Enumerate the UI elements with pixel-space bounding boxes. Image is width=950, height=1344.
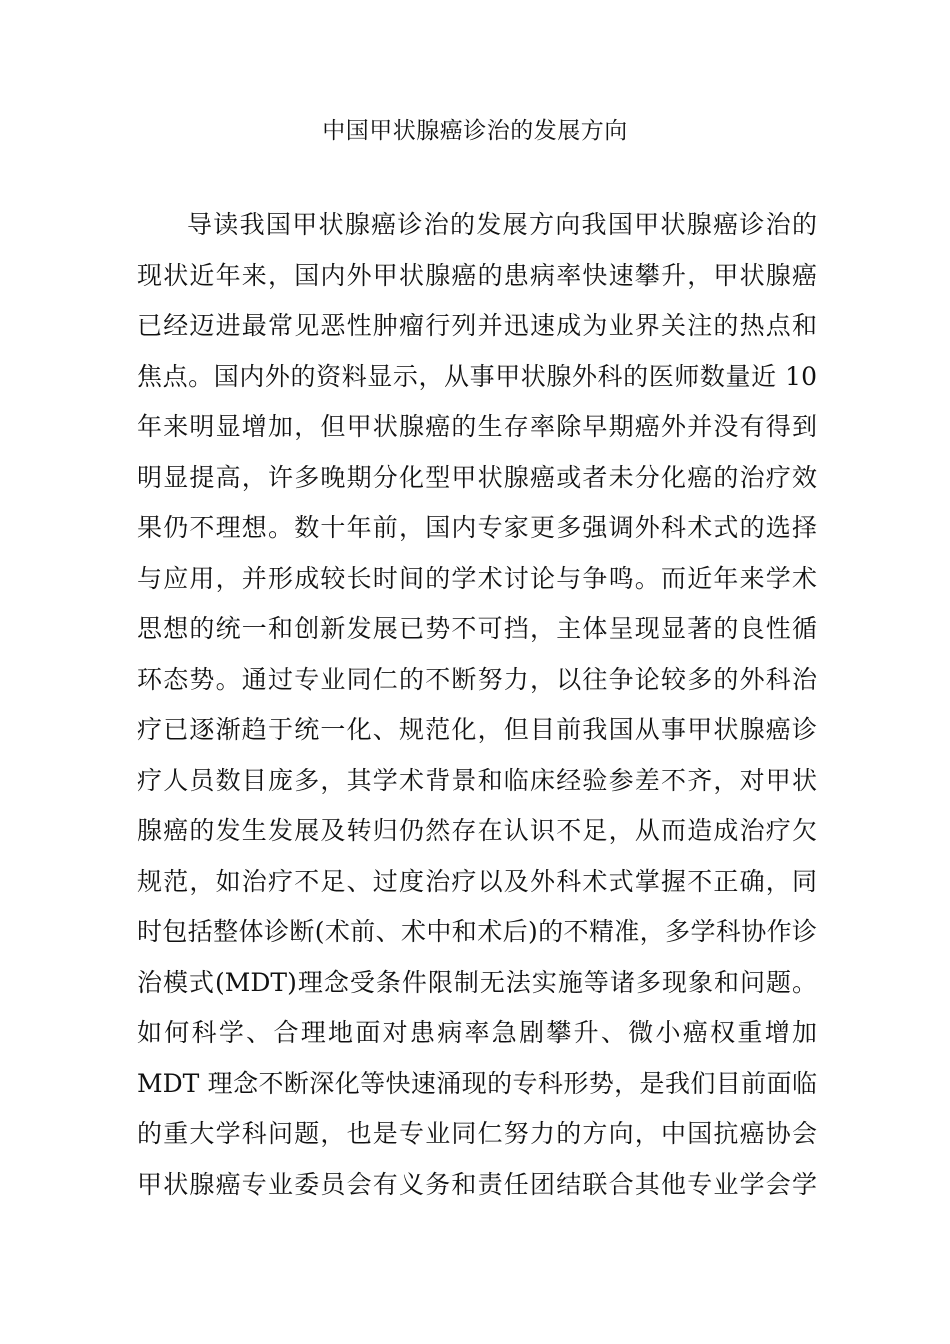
body-line: 环态势。通过专业同仁的不断努力，以往争论较多的外科治 xyxy=(137,664,817,694)
body-line: 焦点。国内外的资料显示，从事甲状腺外科的医师数量近 10 xyxy=(137,361,817,391)
body-line: 导读我国甲状腺癌诊治的发展方向我国甲状腺癌诊治的 xyxy=(187,210,817,239)
body-line: 时包括整体诊断(术前、术中和术后)的不精准，多学科协作诊 xyxy=(137,917,817,946)
body-line: 甲状腺癌专业委员会有义务和责任团结联合其他专业学会学 xyxy=(137,1169,817,1199)
body-line: 疗人员数目庞多，其学术背景和临床经验参差不齐，对甲状 xyxy=(137,765,817,795)
body-line: 如何科学、合理地面对患病率急剧攀升、微小癌权重增加 xyxy=(137,1018,817,1047)
document-title: 中国甲状腺癌诊治的发展方向 xyxy=(322,118,628,144)
body-line: 现状近年来，国内外甲状腺癌的患病率快速攀升，甲状腺癌 xyxy=(137,260,817,290)
body-line: 明显提高，许多晚期分化型甲状腺癌或者未分化癌的治疗效 xyxy=(137,462,817,492)
body-line: 的重大学科问题，也是专业同仁努力的方向，中国抗癌协会 xyxy=(137,1119,817,1148)
body-line: MDT 理念不断深化等快速涌现的专科形势，是我们目前面临 xyxy=(137,1068,817,1098)
body-line: 已经迈进最常见恶性肿瘤行列并迅速成为业界关注的热点和 xyxy=(137,311,817,340)
body-line: 年来明显增加，但甲状腺癌的生存率除早期癌外并没有得到 xyxy=(137,412,817,441)
body-line: 疗已逐渐趋于统一化、规范化，但目前我国从事甲状腺癌诊 xyxy=(137,715,817,744)
body-line: 治模式(MDT)理念受条件限制无法实施等诸多现象和问题。 xyxy=(137,967,817,997)
body-line: 果仍不理想。数十年前，国内专家更多强调外科术式的选择 xyxy=(137,513,817,542)
body-line: 与应用，并形成较长时间的学术讨论与争鸣。而近年来学术 xyxy=(137,563,817,593)
body-line: 思想的统一和创新发展已势不可挡，主体呈现显著的良性循 xyxy=(137,614,817,643)
document-body xyxy=(137,200,817,1210)
body-line: 腺癌的发生发展及转归仍然存在认识不足，从而造成治疗欠 xyxy=(137,816,817,845)
body-line: 规范，如治疗不足、过度治疗以及外科术式掌握不正确，同 xyxy=(137,866,817,896)
